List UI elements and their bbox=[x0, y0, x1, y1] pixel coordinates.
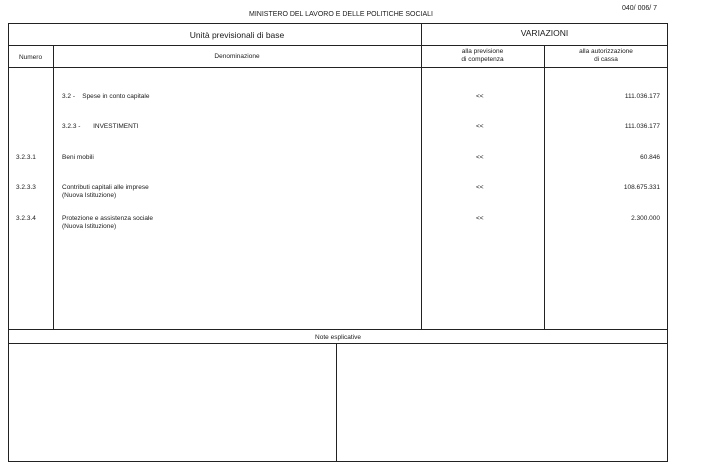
col-header-numero: Numero bbox=[18, 54, 43, 61]
col-header-cassa-2: di cassa bbox=[594, 56, 618, 63]
row-competenza: << bbox=[476, 184, 484, 191]
col-header-cassa-1: alla autorizzazione bbox=[579, 48, 633, 55]
row-denominazione: 3.2.3 - INVESTIMENTI bbox=[62, 123, 139, 130]
col-header-competenza-2: di competenza bbox=[461, 56, 504, 63]
row-competenza: << bbox=[476, 154, 484, 161]
col-header-competenza-1: alla previsione bbox=[461, 48, 504, 55]
notes-title-divider bbox=[8, 343, 668, 344]
row-denominazione: 3.2 - Spese in conto capitale bbox=[62, 93, 150, 100]
row-cassa: 60.846 bbox=[640, 154, 660, 161]
row-denominazione: Contributi capitali alle imprese bbox=[62, 184, 149, 191]
row-numero: 3.2.3.1 bbox=[16, 154, 36, 161]
row-sub-note: (Nuova Istituzione) bbox=[62, 223, 117, 230]
row-cassa: 111.036.177 bbox=[624, 93, 660, 100]
col-header-denominazione: Denominazione bbox=[214, 53, 260, 60]
page-code: 040/ 006/ 7 bbox=[622, 5, 658, 12]
row-cassa: 2.300.000 bbox=[631, 215, 660, 222]
row-numero: 3.2.3.3 bbox=[16, 184, 36, 191]
row-cassa: 108.675.331 bbox=[623, 184, 660, 191]
group-header-variazioni: VARIAZIONI bbox=[520, 28, 569, 38]
row-cassa: 111.036.177 bbox=[624, 123, 660, 130]
row-numero: 3.2.3.4 bbox=[16, 215, 36, 222]
row-denominazione: Protezione e assistenza sociale bbox=[62, 215, 154, 222]
header-divider-1 bbox=[8, 45, 668, 46]
col-divider-cassa bbox=[544, 45, 545, 330]
col-divider-variazioni bbox=[421, 23, 422, 330]
notes-title: Note esplicative bbox=[315, 334, 361, 341]
budget-table bbox=[8, 23, 668, 330]
row-competenza: << bbox=[476, 123, 484, 130]
row-competenza: << bbox=[476, 93, 484, 100]
col-divider-numero bbox=[53, 45, 54, 330]
row-competenza: << bbox=[476, 215, 484, 222]
ministry-title: MINISTERO DEL LAVORO E DELLE POLITICHE SOCIALI bbox=[249, 11, 433, 18]
group-header-upb: Unità previsionali di base bbox=[189, 30, 285, 40]
notes-section bbox=[8, 330, 668, 462]
notes-column-divider bbox=[336, 343, 337, 462]
header-divider-2 bbox=[8, 67, 668, 68]
row-sub-note: (Nuova Istituzione) bbox=[62, 192, 117, 199]
row-denominazione: Beni mobili bbox=[62, 154, 94, 161]
